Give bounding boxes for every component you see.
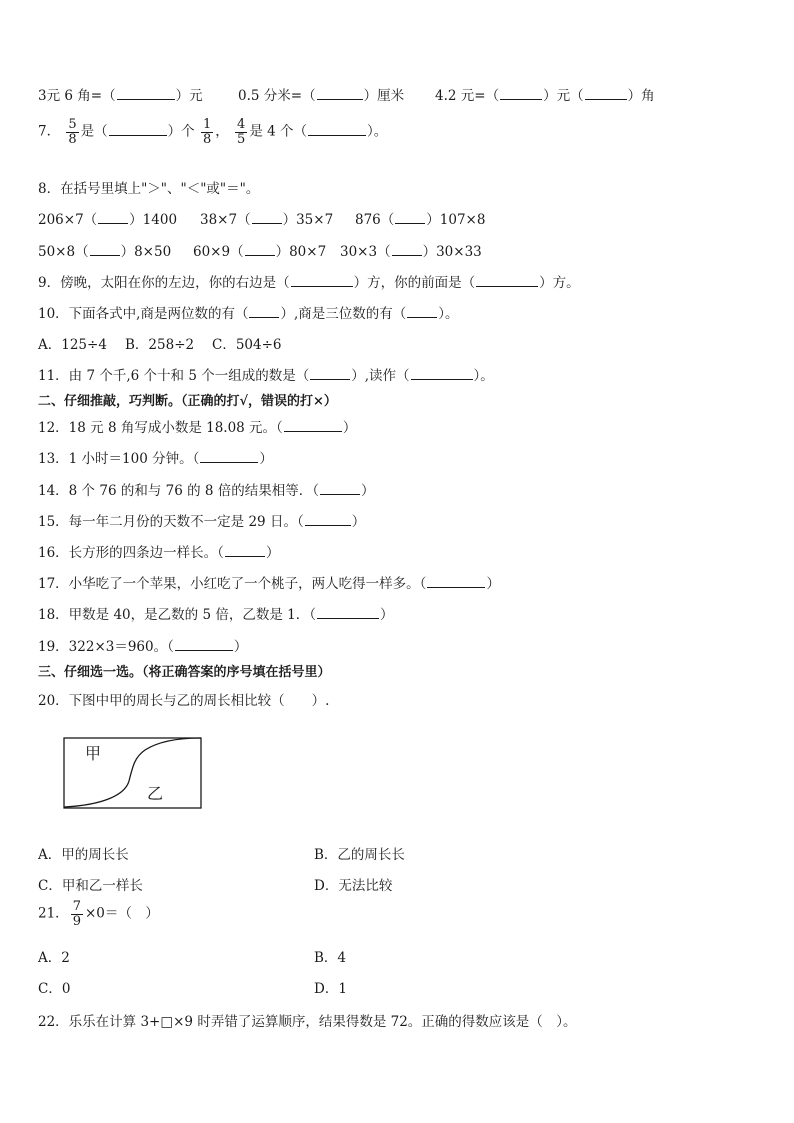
answer-blank[interactable]	[109, 124, 167, 136]
q6-part-a: 3元 6 角=（ ）元	[38, 88, 203, 104]
answer-blank[interactable]	[308, 124, 366, 136]
answer-blank[interactable]	[407, 306, 437, 318]
label-jia: 甲	[85, 744, 102, 763]
answer-blank[interactable]	[317, 607, 379, 619]
fraction: $\frac{4}{5}$	[237, 117, 246, 147]
answer-blank[interactable]	[395, 212, 425, 224]
label-yi: 乙	[147, 784, 164, 803]
option-b[interactable]: B．258÷2	[125, 337, 195, 353]
answer-blank[interactable]	[252, 212, 282, 224]
section-3-heading: 三、仔细选一选。（将正确答案的序号填在括号里）	[38, 665, 331, 680]
question-22: 22．乐乐在计算 3+□×9 时弄错了运算顺序，结果得数是 72。正确的得数应该是（ ）。	[38, 1014, 577, 1030]
question-11: 11．由 7 个千,6 个十和 5 个一组成的数是（ ）,读作（ ）。	[38, 368, 494, 384]
answer-blank[interactable]	[225, 545, 265, 557]
answer-blank[interactable]	[476, 275, 538, 287]
answer-blank[interactable]	[200, 451, 258, 463]
fraction: $\frac{1}{8}$	[202, 117, 212, 147]
question-19: 19．322×3＝960。（ ）	[38, 639, 248, 655]
answer-blank[interactable]	[291, 275, 353, 287]
compare-item: 60×9（ ）80×7	[193, 244, 327, 260]
answer-blank[interactable]	[585, 88, 627, 100]
answer-blank[interactable]	[117, 88, 175, 100]
question-17: 17．小华吃了一个苹果，小红吃了一个桃子，两人吃得一样多。（ ）	[38, 576, 500, 592]
option-c[interactable]: C．504÷6	[212, 337, 282, 353]
compare-item: 50×8（ ）8×50	[38, 244, 172, 260]
question-8-title: 8．在括号里填上"＞"、"＜"或"＝"。	[38, 181, 260, 197]
answer-blank[interactable]	[98, 212, 128, 224]
q21-option-b[interactable]: B．4	[314, 950, 347, 966]
answer-blank[interactable]	[249, 306, 279, 318]
option-a[interactable]: A．125÷4	[38, 337, 107, 353]
answer-blank[interactable]	[411, 368, 473, 380]
q20-option-a[interactable]: A．甲的周长长	[38, 847, 129, 863]
q21-option-d[interactable]: D．1	[314, 981, 347, 997]
question-9: 9．傍晚，太阳在你的左边，你的右边是（ ）方，你的前面是（ ）方。	[38, 275, 580, 291]
question-12: 12．18 元 8 角写成小数是 18.08 元。（ ）	[38, 420, 357, 436]
q21-option-c[interactable]: C．0	[38, 981, 71, 997]
perimeter-figure	[63, 737, 203, 815]
q21-option-a[interactable]: A．2	[38, 950, 70, 966]
fraction: $\frac{5}{8}$	[68, 117, 77, 147]
question-15: 15．每一年二月份的天数不一定是 29 日。（ ）	[38, 514, 366, 530]
question-21: 21． $\frac{7}{9}$ ×0＝（ ）	[38, 899, 159, 929]
q6-part-c: 4.2 元=（ ）元（ ）角	[435, 88, 655, 104]
answer-blank[interactable]	[392, 244, 422, 256]
answer-blank[interactable]	[320, 483, 360, 495]
question-18: 18．甲数是 40，是乙数的 5 倍，乙数是 1．（ ）	[38, 607, 394, 623]
answer-blank[interactable]	[284, 420, 342, 432]
answer-blank[interactable]	[427, 576, 485, 588]
answer-blank[interactable]	[245, 244, 275, 256]
q20-option-d[interactable]: D．无法比较	[314, 878, 393, 894]
answer-blank[interactable]	[90, 244, 120, 256]
question-7: 7． $\frac{5}{8}$ 是（ ）个 $\frac{1}{8}$ ， $\frac{4}{5}$ 是 4 个（ ）。	[38, 117, 388, 147]
answer-blank[interactable]	[317, 88, 363, 100]
question-13: 13．1 小时＝100 分钟。（ ）	[38, 451, 273, 467]
answer-blank[interactable]	[175, 639, 233, 651]
question-10: 10．下面各式中,商是两位数的有（ ）,商是三位数的有（ ）。	[38, 306, 459, 322]
compare-item: 30×3（ ）30×33	[340, 244, 482, 260]
q6-part-b: 0.5 分米=（ ）厘米	[238, 88, 405, 104]
q20-option-b[interactable]: B．乙的周长长	[314, 847, 405, 863]
q20-option-c[interactable]: C．甲和乙一样长	[38, 878, 143, 894]
fraction: $\frac{7}{9}$	[72, 899, 81, 929]
question-20: 20．下图中甲的周长与乙的周长相比较（ ）.	[38, 693, 330, 709]
question-16: 16．长方形的四条边一样长。（ ）	[38, 545, 280, 561]
compare-item: 206×7（ ）1400	[38, 212, 178, 228]
answer-blank[interactable]	[305, 514, 351, 526]
compare-item: 38×7（ ）35×7	[200, 212, 334, 228]
answer-blank[interactable]	[310, 368, 350, 380]
section-2-heading: 二、仔细推敲，巧判断。（正确的打√，错误的打×）	[38, 394, 337, 409]
question-14: 14．8 个 76 的和与 76 的 8 倍的结果相等．（ ）	[38, 483, 375, 499]
compare-item: 876（ ）107×8	[355, 212, 486, 228]
figure-svg	[63, 737, 203, 811]
answer-blank[interactable]	[500, 88, 542, 100]
